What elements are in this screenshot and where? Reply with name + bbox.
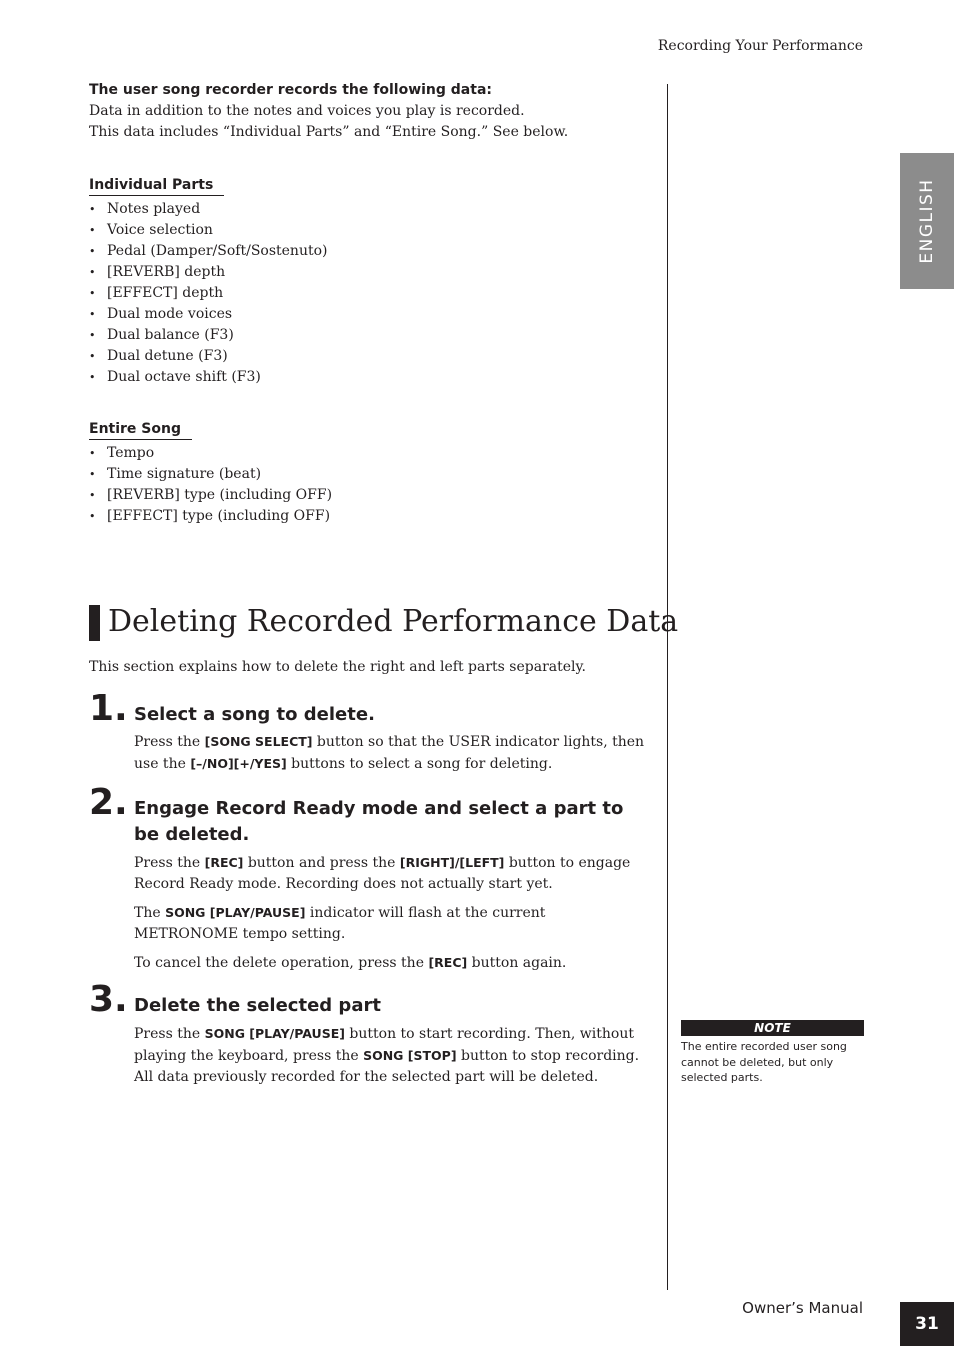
footer-label: Owner’s Manual xyxy=(742,1299,863,1317)
list-item: • Voice selection xyxy=(89,220,659,241)
note-label: NOTE xyxy=(681,1020,864,1036)
running-header: Recording Your Performance xyxy=(657,38,863,54)
step-number: 2. xyxy=(89,782,128,823)
section-intro: This section explains how to delete the right and left parts separately. xyxy=(89,659,586,675)
individual-parts-heading: Individual Parts xyxy=(89,175,224,196)
list-item: • Pedal (Damper/Soft/Sostenuto) xyxy=(89,241,659,262)
list-item: • Dual balance (F3) xyxy=(89,325,659,346)
step-paragraph: The SONG [PLAY/PAUSE] indicator will flash at the current METRONOME tempo setting. xyxy=(134,905,546,942)
intro-block xyxy=(89,80,659,143)
list-item: • [EFFECT] depth xyxy=(89,283,659,304)
language-tab-label: ENGLISH xyxy=(917,178,937,264)
column-divider xyxy=(667,84,668,1290)
list-item: • Notes played xyxy=(89,199,659,220)
key-label: [–/NO][+/YES] xyxy=(190,756,287,771)
key-label: SONG [STOP] xyxy=(363,1048,457,1063)
step-paragraph: Press the [SONG SELECT] button so that the USER indicator lights, then use the [–/NO][+/YES] buttons to select a song for deleting. xyxy=(134,734,645,772)
key-label: [REC] xyxy=(204,855,244,870)
key-label: [SONG SELECT] xyxy=(204,734,313,749)
step-paragraph: Press the SONG [PLAY/PAUSE] button to start recording. Then, without playing the keyboard, press the SONG [STOP] button to stop recording. All data previously recorded for the selected part will be deleted. xyxy=(134,1026,640,1085)
intro-line: This data includes “Individual Parts” and “Entire Song.” See below. xyxy=(89,124,569,140)
language-tab xyxy=(900,153,954,289)
intro-title: The user song recorder records the following data: xyxy=(89,82,492,98)
list-item: • Dual detune (F3) xyxy=(89,346,659,367)
list-item: • [EFFECT] type (including OFF) xyxy=(89,506,659,527)
section-title: Deleting Recorded Performance Data xyxy=(108,604,679,639)
step-title: Delete the selected part xyxy=(134,995,381,1016)
note-text: The entire recorded user song cannot be deleted, but only selected parts. xyxy=(681,1040,847,1084)
step-paragraph: Press the [REC] button and press the [RIGHT]/[LEFT] button to engage Record Ready mode. Recording does not actually start yet. xyxy=(134,855,631,892)
entire-song-heading: Entire Song xyxy=(89,419,192,440)
list-item: • Dual octave shift (F3) xyxy=(89,367,659,388)
list-item: • Tempo xyxy=(89,443,659,464)
list-item: • [REVERB] type (including OFF) xyxy=(89,485,659,506)
step-title: Engage Record Ready mode and select a part to be deleted. xyxy=(134,798,624,845)
entire-song-block xyxy=(89,418,659,527)
list-item: • [REVERB] depth xyxy=(89,262,659,283)
step-paragraph: To cancel the delete operation, press the [REC] button again. xyxy=(134,955,567,971)
step-title: Select a song to delete. xyxy=(134,704,375,725)
key-label: SONG [PLAY/PAUSE] xyxy=(204,1026,345,1041)
list-item: • Time signature (beat) xyxy=(89,464,659,485)
individual-parts-block xyxy=(89,174,659,388)
heading-bar xyxy=(89,605,100,641)
key-label: [RIGHT]/[LEFT] xyxy=(399,855,505,870)
intro-line: Data in addition to the notes and voices you play is recorded. xyxy=(89,103,525,119)
list-item: • Dual mode voices xyxy=(89,304,659,325)
key-label: SONG [PLAY/PAUSE] xyxy=(165,905,306,920)
page-number: 31 xyxy=(900,1302,954,1346)
entire-song-list xyxy=(89,443,659,527)
step-number: 1. xyxy=(89,688,128,729)
key-label: [REC] xyxy=(428,955,468,970)
step-number: 3. xyxy=(89,979,128,1020)
individual-parts-list xyxy=(89,199,659,388)
